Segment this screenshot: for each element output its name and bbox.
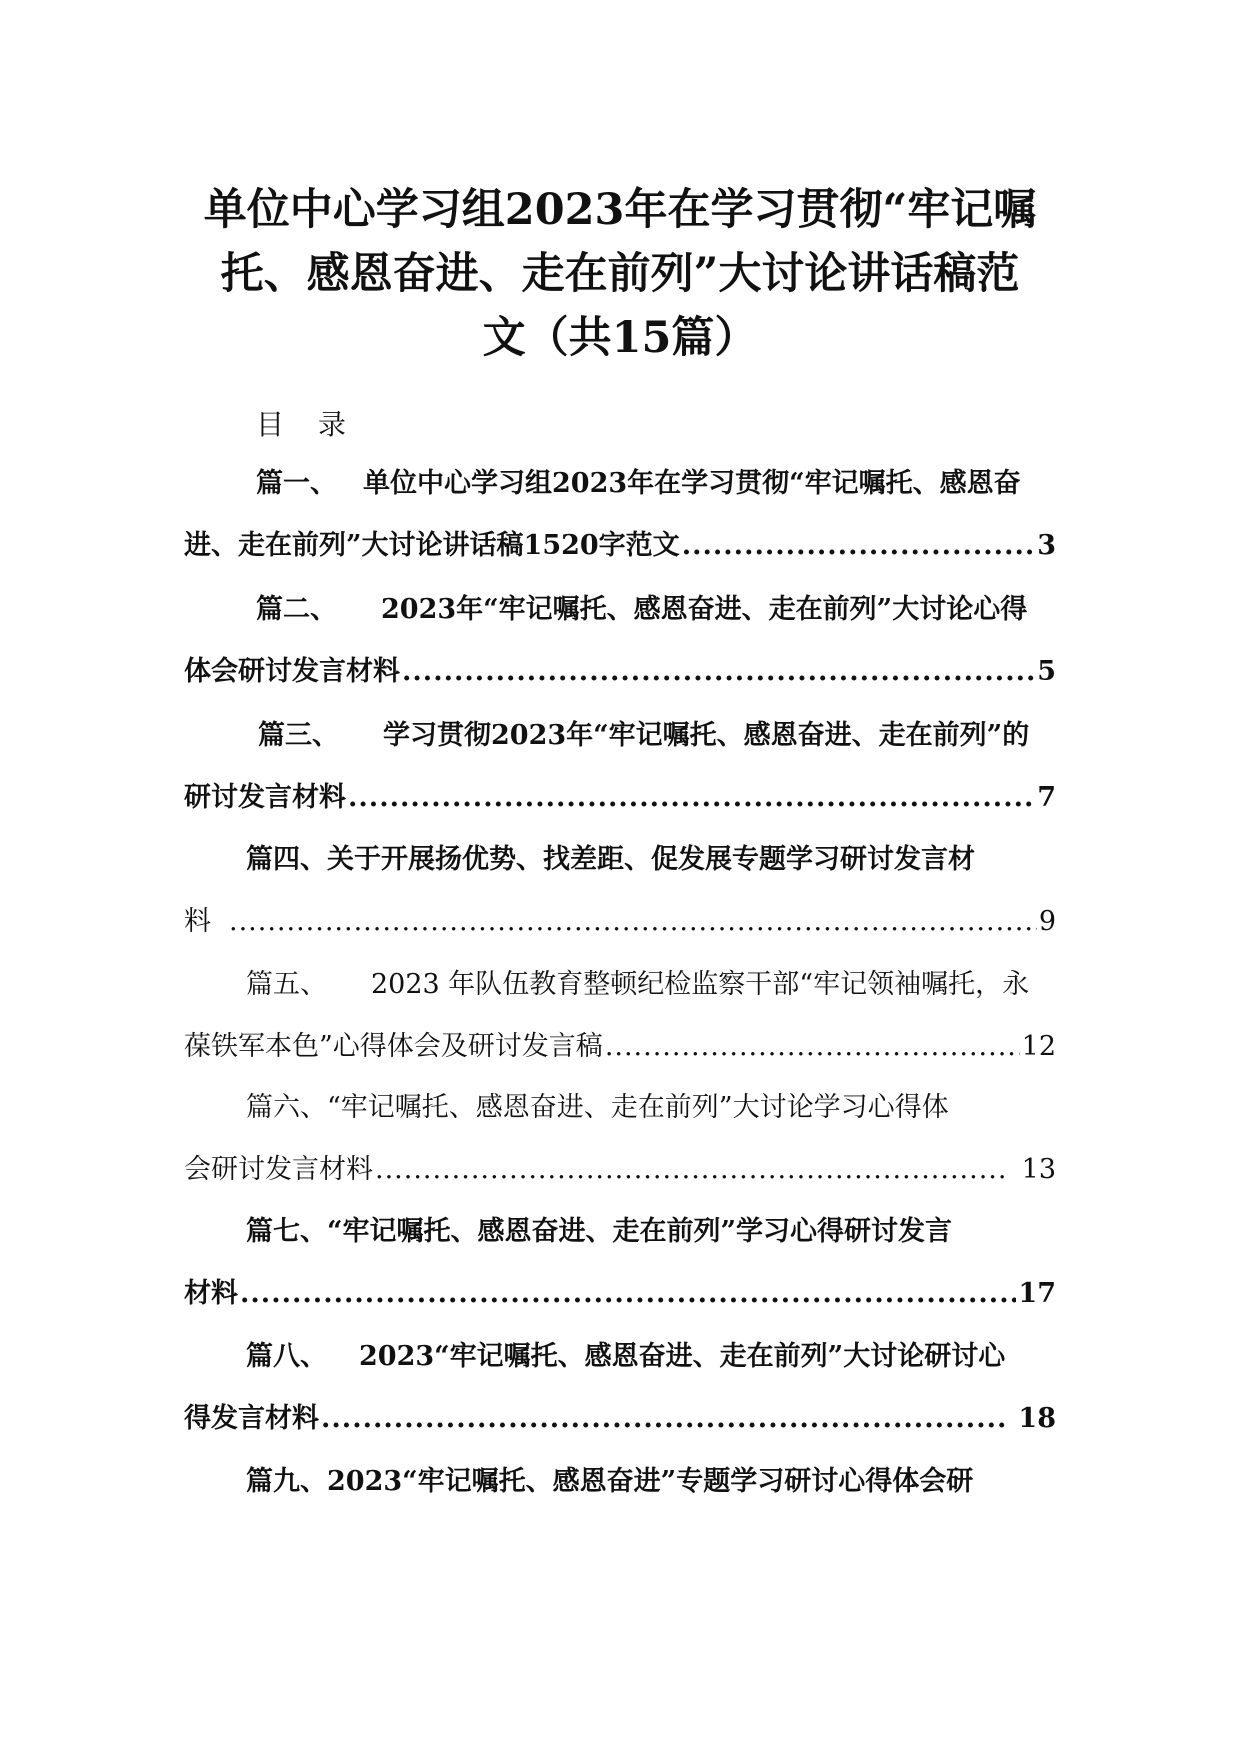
dot-leader <box>402 652 1035 692</box>
toc-page-number: 7 <box>1037 782 1056 813</box>
toc-entry-label: 篇三、 <box>258 720 339 751</box>
title-line-1: 单位中心学习组2023年在学习贯彻“牢记嘱 <box>203 185 1037 235</box>
dot-leader <box>240 1274 1016 1314</box>
toc-entry-title-cont: 得发言材料 <box>184 1403 319 1434</box>
toc-entry-title: “牢记嘱托、感恩奋进、走在前列”大讨论学习心得体 <box>327 1092 949 1123</box>
toc-entry-title: “牢记嘱托、感恩奋进、走在前列”学习心得研讨发言 <box>327 1216 953 1247</box>
dot-leader <box>229 902 1037 942</box>
toc-page-number: 3 <box>1037 530 1056 561</box>
dot-leader <box>605 1027 1020 1067</box>
toc-entry-title: 2023 年队伍教育整顿纪检监察干部“牢记领袖嘱托，永 <box>371 969 1030 1000</box>
toc-page-number: 18 <box>1018 1403 1056 1434</box>
toc-page-number: 5 <box>1037 656 1056 687</box>
toc-entry-title-cont: 进、走在前列”大讨论讲话稿1520字范文 <box>184 530 680 561</box>
toc-entry-label: 篇六、 <box>246 1092 327 1123</box>
document-title <box>160 178 1080 370</box>
toc-entry-title: 单位中心学习组2023年在学习贯彻“牢记嘱托、感恩奋 <box>363 468 1021 499</box>
toc-entry-title: 2023“牢记嘱托、感恩奋进”专题学习研讨心得体会研 <box>327 1466 974 1497</box>
toc-page-number: 17 <box>1018 1278 1056 1309</box>
toc-entry-label: 篇四、 <box>246 844 327 875</box>
toc-entry-title-cont: 材料 <box>184 1278 238 1309</box>
toc-page-number: 13 <box>1021 1154 1056 1185</box>
toc-page-number: 9 <box>1038 906 1056 937</box>
toc-entry-title-cont: 葆铁军本色”心得体会及研讨发言稿 <box>184 1031 603 1062</box>
title-line-3: 文（共15篇） <box>482 313 758 363</box>
title-line-2: 托、感恩奋进、走在前列”大讨论讲话稿范 <box>220 249 1020 299</box>
toc-entry-title: 学习贯彻2023年“牢记嘱托、感恩奋进、走在前列”的 <box>383 720 1030 751</box>
dot-leader <box>321 1399 1006 1439</box>
toc-entry-title: 2023年“牢记嘱托、感恩奋进、走在前列”大讨论心得 <box>381 594 1028 625</box>
toc-entry-label: 篇九、 <box>246 1466 327 1497</box>
dot-leader <box>375 1150 1010 1190</box>
toc-entry-title-cont: 料 <box>184 906 211 937</box>
dot-leader <box>682 526 1036 566</box>
toc-page-number: 12 <box>1021 1031 1056 1062</box>
toc-entry-title: 2023“牢记嘱托、感恩奋进、走在前列”大讨论研讨心 <box>359 1341 1006 1372</box>
toc-heading <box>256 405 346 445</box>
toc-entry-title-cont: 体会研讨发言材料 <box>184 656 400 687</box>
toc-entry-label: 篇二、 <box>256 594 337 625</box>
toc-heading-char-2: 录 <box>318 408 347 441</box>
toc-entry-label: 篇七、 <box>246 1216 327 1247</box>
toc-entry-title: 关于开展扬优势、找差距、促发展专题学习研讨发言材 <box>327 844 975 875</box>
toc-entry-title-cont: 会研讨发言材料 <box>184 1154 373 1185</box>
toc-entry-label: 篇五、 <box>246 969 327 1000</box>
toc-heading-char-1: 目 <box>256 408 285 441</box>
toc-entry-label: 篇一、 <box>256 468 337 499</box>
dot-leader <box>348 778 1035 818</box>
toc-entry-title-cont: 研讨发言材料 <box>184 782 346 813</box>
toc-entry-label: 篇八、 <box>246 1341 327 1372</box>
